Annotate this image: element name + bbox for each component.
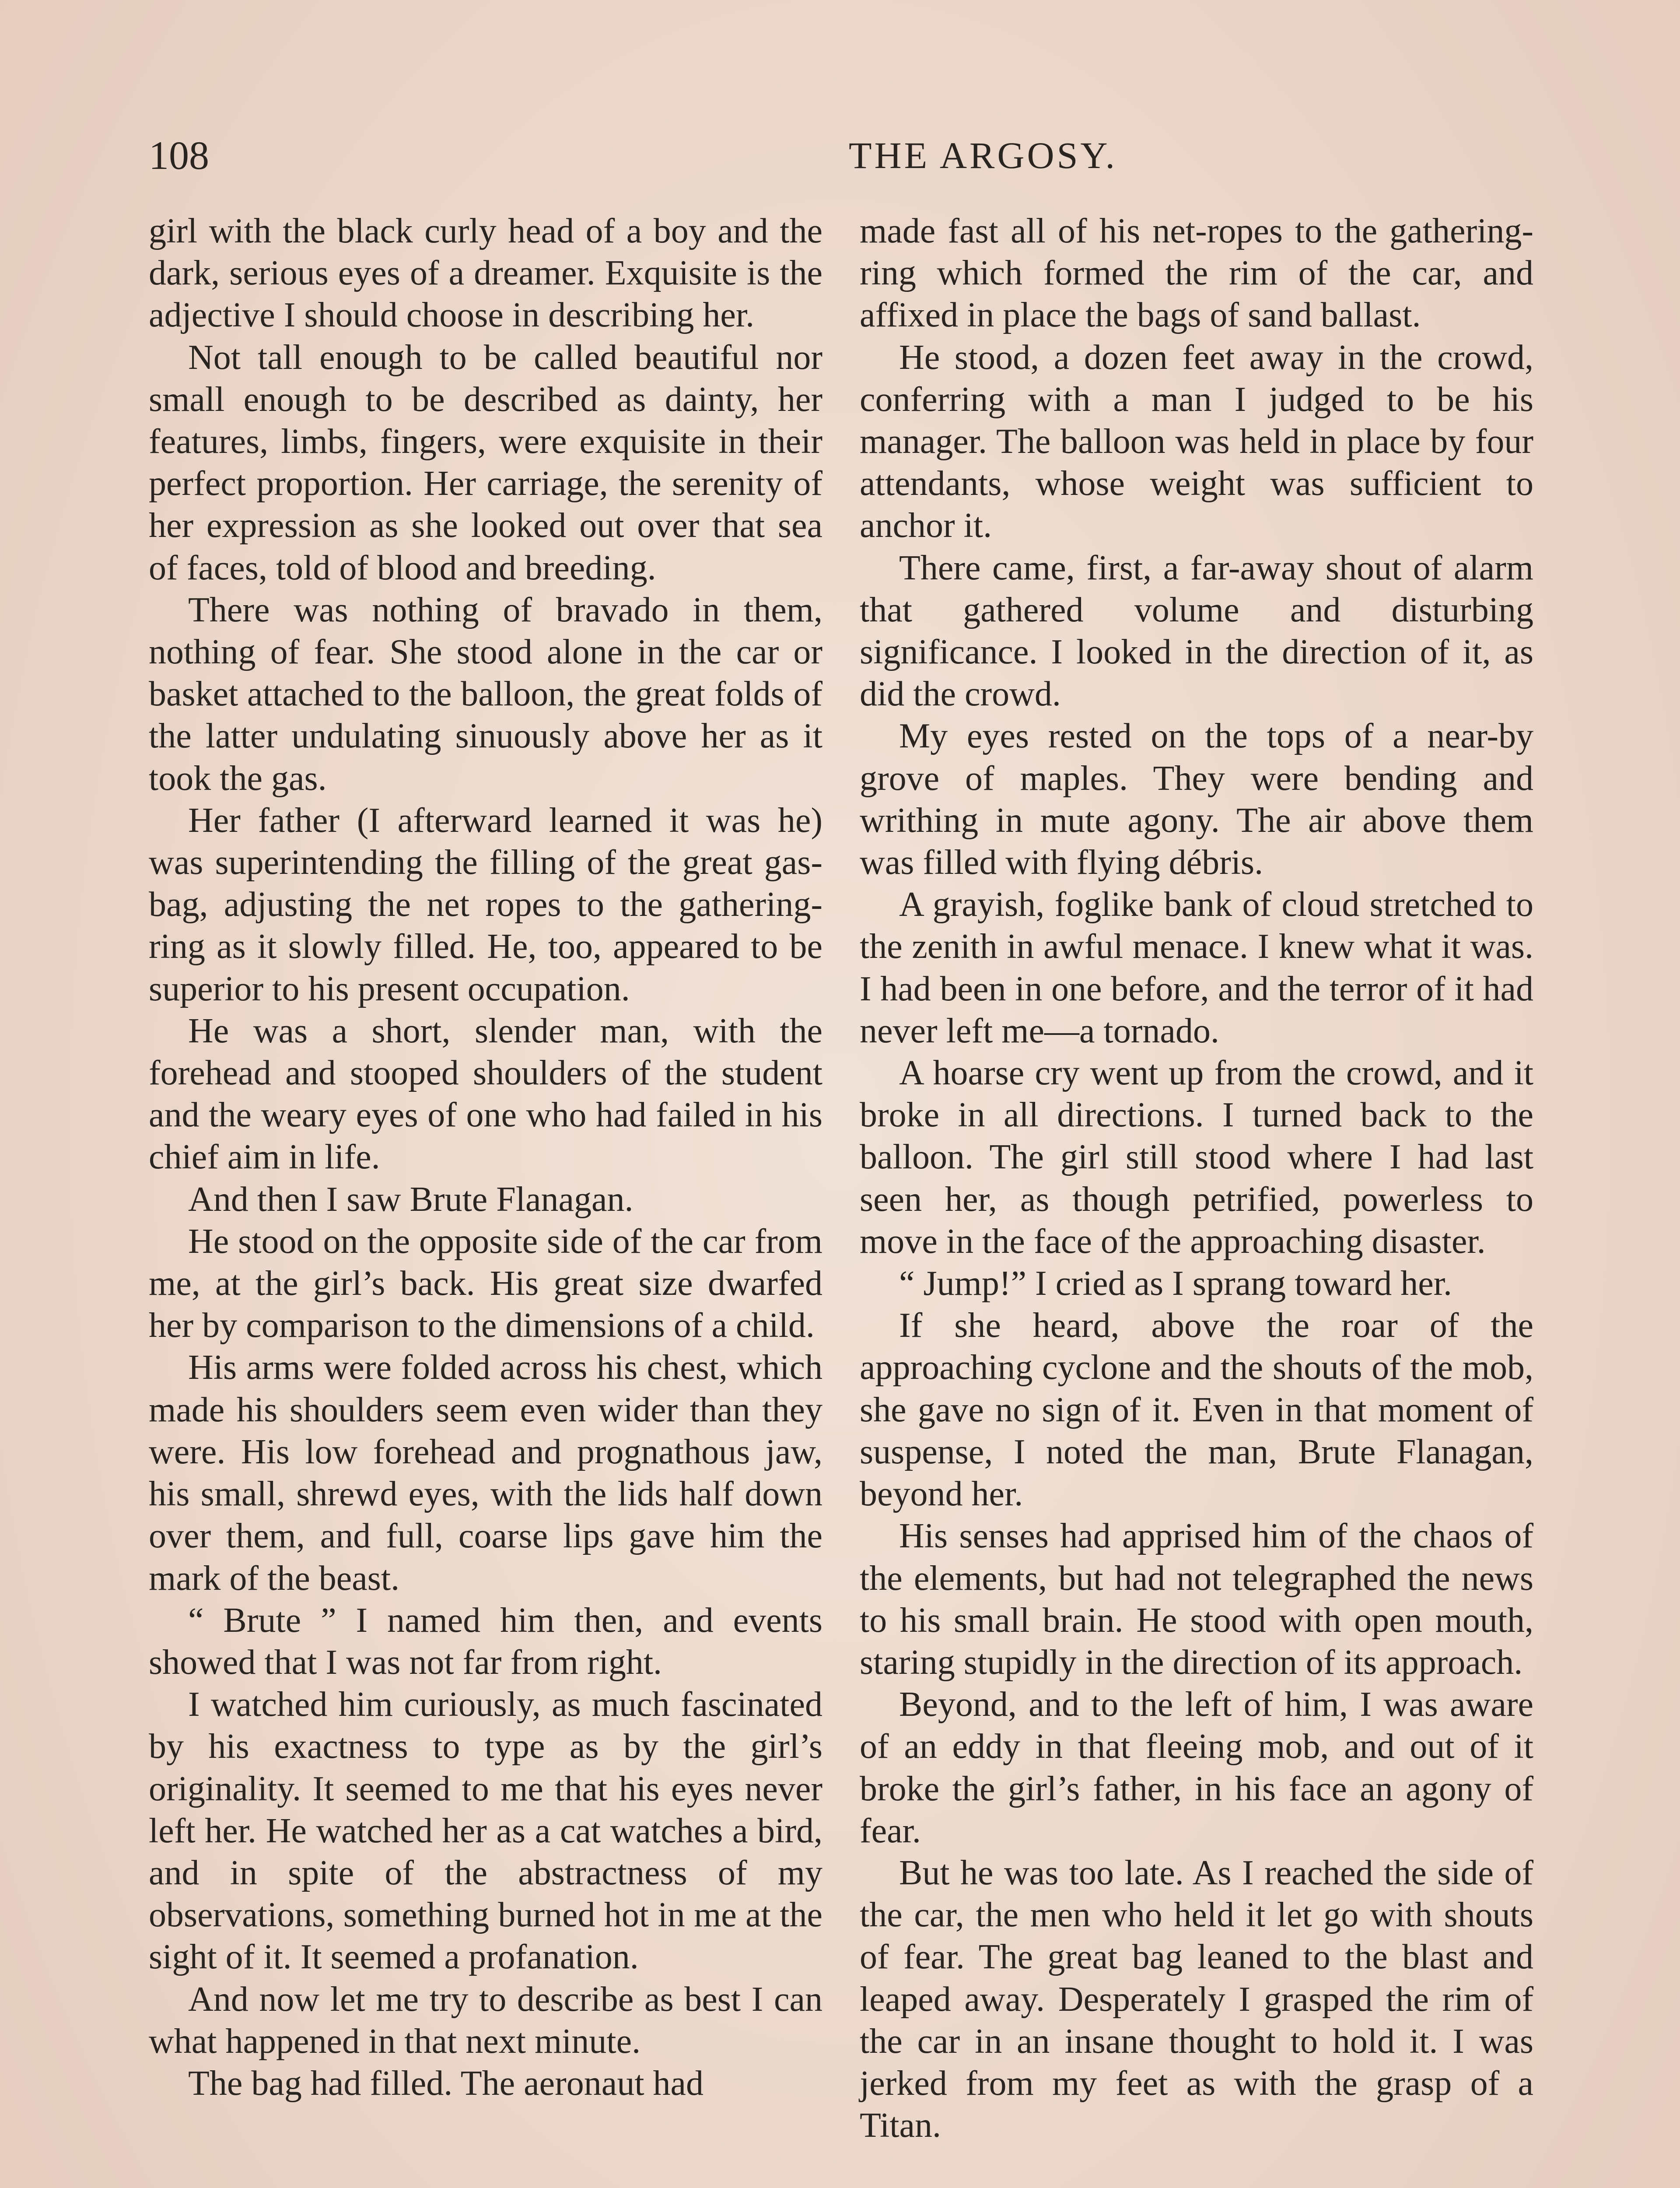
page-header bbox=[149, 127, 1540, 184]
paragraph: Not tall enough to be called beautiful nor small enough to be described as dainty, her features, limbs, fingers, were exquisite in their perfect proportion. Her carriage, the serenity of her expression as she looked out over that sea of faces, told of blood and breeding. bbox=[149, 338, 822, 587]
paragraph: “ Brute ” I named him then, and events showed that I was not far from right. bbox=[149, 1601, 822, 1682]
paragraph: Her father (I afterward learned it was he) was superintending the filling of the great gas-bag, adjusting the net ropes to the gathering-ring as it slowly filled. He, too, appeared to be superior to his present occupation. bbox=[149, 801, 822, 1008]
paragraph: And now let me try to describe as best I can what happened in that next minute. bbox=[149, 1980, 822, 2061]
paragraph: He stood on the opposite side of the car from me, at the girl’s back. His great size dwarfed her by comparison to the dimensions of a child. bbox=[149, 1222, 822, 1345]
paragraph: My eyes rested on the tops of a near-by grove of maples. They were bending and writhing in mute agony. The air above them was filled with flying débris. bbox=[860, 717, 1533, 882]
paragraph: A grayish, foglike bank of cloud stretched to the zenith in awful menace. I knew what it was. I had been in one before, and the terror of it had never left me—a tornado. bbox=[860, 885, 1533, 1050]
paragraph: His arms were folded across his chest, which made his shoulders seem even wider than they were. His low forehead and prognathous jaw, his small, shrewd eyes, with the lids half down over them, and full, coarse lips gave him the mark of the beast. bbox=[149, 1348, 822, 1598]
paragraph: There was nothing of bravado in them, nothing of fear. She stood alone in the car or basket attached to the balloon, the great folds of the latter undulating sinuously above her as it took the gas. bbox=[149, 590, 822, 798]
paragraph: He stood, a dozen feet away in the crowd, conferring with a man I judged to be his manager. The balloon was held in place by four attendants, whose weight was sufficient to anchor it. bbox=[860, 338, 1533, 545]
paragraph: There came, first, a far-away shout of alarm that gathered volume and disturbing significance. I looked in the direction of it, as did the crowd. bbox=[860, 548, 1533, 714]
paragraph: His senses had apprised him of the chaos of the elements, but had not telegraphed the news to his small brain. He stood with open mouth, staring stupidly in the direction of its approach. bbox=[860, 1517, 1533, 1682]
paragraph: I watched him curiously, as much fascinated by his exactness to type as by the girl’s originality. It seemed to me that his eyes never left her. He watched her as a cat watches a bird, and in spite of the abstractness of my observations, something burned hot in me at the sight of it. It seemed a profanation. bbox=[149, 1685, 822, 1977]
paragraph: “ Jump!” I cried as I sprang toward her. bbox=[899, 1264, 1452, 1303]
paragraph: And then I saw Brute Flanagan. bbox=[188, 1180, 634, 1219]
paragraph: He was a short, slender man, with the forehead and stooped shoulders of the student and the weary eyes of one who had failed in his chief aim in life. bbox=[149, 1011, 822, 1177]
page-number: 108 bbox=[149, 133, 209, 178]
paragraph: A hoarse cry went up from the crowd, and it broke in all directions. I turned back to the balloon. The girl still stood where I had last seen her, as though petrified, powerless to move in the face of the approaching disaster. bbox=[860, 1054, 1533, 1261]
right-column bbox=[860, 210, 1533, 2146]
paragraph: If she heard, above the roar of the approaching cyclone and the shouts of the mob, she gave no sign of it. Even in that moment of suspense, I noted the man, Brute Flanagan, beyond her. bbox=[860, 1306, 1533, 1514]
paragraph: made fast all of his net-ropes to the gathering-ring which formed the rim of the car, and affixed in place the bags of sand ballast. bbox=[860, 212, 1533, 335]
paragraph: Beyond, and to the left of him, I was aware of an eddy in that fleeing mob, and out of it broke the girl’s father, in his face an agony of fear. bbox=[860, 1685, 1533, 1850]
paragraph: girl with the black curly head of a boy and the dark, serious eyes of a dreamer. Exquisite is the adjective I should choose in describing her. bbox=[149, 212, 822, 335]
left-column bbox=[149, 210, 822, 2104]
running-head: THE ARGOSY. bbox=[849, 134, 1117, 176]
paragraph: But he was too late. As I reached the side of the car, the men who held it let go with shouts of fear. The great bag leaned to the blast and leaped away. Desperately I grasped the rim of the car in an insane thought to hold it. I was jerked from my feet as with the grasp of a Titan. bbox=[860, 1853, 1533, 2145]
paragraph: The bag had filled. The aeronaut had bbox=[188, 2064, 704, 2103]
